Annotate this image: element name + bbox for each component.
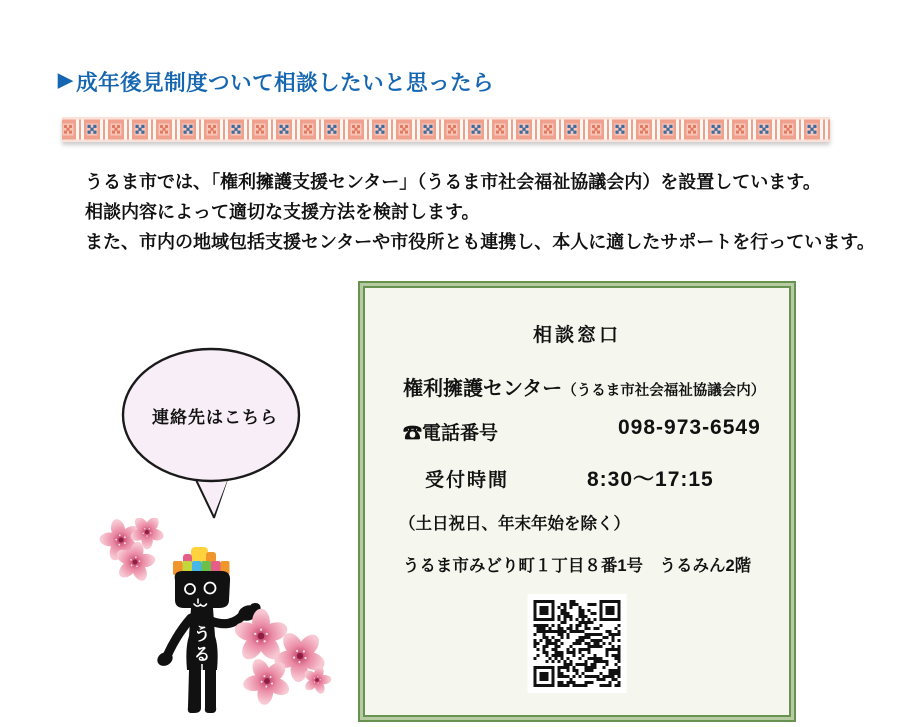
washi-tape-pattern-icon [62, 117, 830, 142]
qr-code [528, 594, 627, 693]
telephone-icon: ☎ [403, 423, 423, 444]
intro-paragraph [85, 167, 875, 257]
center-name: 権利擁護センター [403, 378, 563, 400]
speech-bubble-text: 連絡先はこちら [152, 408, 278, 427]
closed-days-note: （土日祝日、年末年始を除く） [399, 515, 630, 533]
consultation-info-box-inner [363, 286, 791, 717]
intro-line-1: うるま市では、「権利擁護支援センター」（うるま市社会福祉協議会内）を設置しています。 [85, 172, 821, 192]
hours-value: 8:30～17:15 [587, 468, 714, 491]
center-name-note: （うるま市社会福祉協議会内） [562, 383, 766, 399]
phone-number: 098-973-6549 [618, 416, 761, 439]
intro-line-3: また、市内の地域包括支援センターや市役所とも連携し、本人に適したサポートを行っています。 [85, 232, 875, 252]
cherry-blossom-cluster-right [232, 609, 337, 714]
section-heading-text: 成年後見制度ついて相談したいと思ったら [76, 71, 495, 95]
triangle-bullet-icon: ▶ [58, 70, 74, 91]
speech-bubble [118, 347, 314, 527]
hours-label: 受付時間 [425, 470, 510, 491]
intro-line-2: 相談内容によって適切な支援方法を検討します。 [85, 202, 480, 222]
cherry-blossom-cluster-left [95, 518, 172, 586]
consultation-info-box [358, 281, 796, 722]
mascot-body-text-bottom: る [193, 645, 211, 664]
center-name-line [403, 372, 765, 401]
address-line: うるま市みどり町１丁目８番1号 うるみん2階 [402, 557, 752, 575]
section-heading [58, 66, 494, 97]
qr-code-image [534, 600, 621, 687]
phone-label: 電話番号 [422, 423, 499, 444]
rainbow-hat-icon [173, 547, 230, 575]
hours-row [425, 465, 849, 492]
info-box-title: 相談窓口 [532, 325, 621, 346]
mascot-body-text-top: う [193, 625, 211, 644]
washi-tape-divider [62, 117, 830, 142]
phone-row [403, 418, 827, 445]
uruma-mascot-illustration [95, 518, 345, 727]
